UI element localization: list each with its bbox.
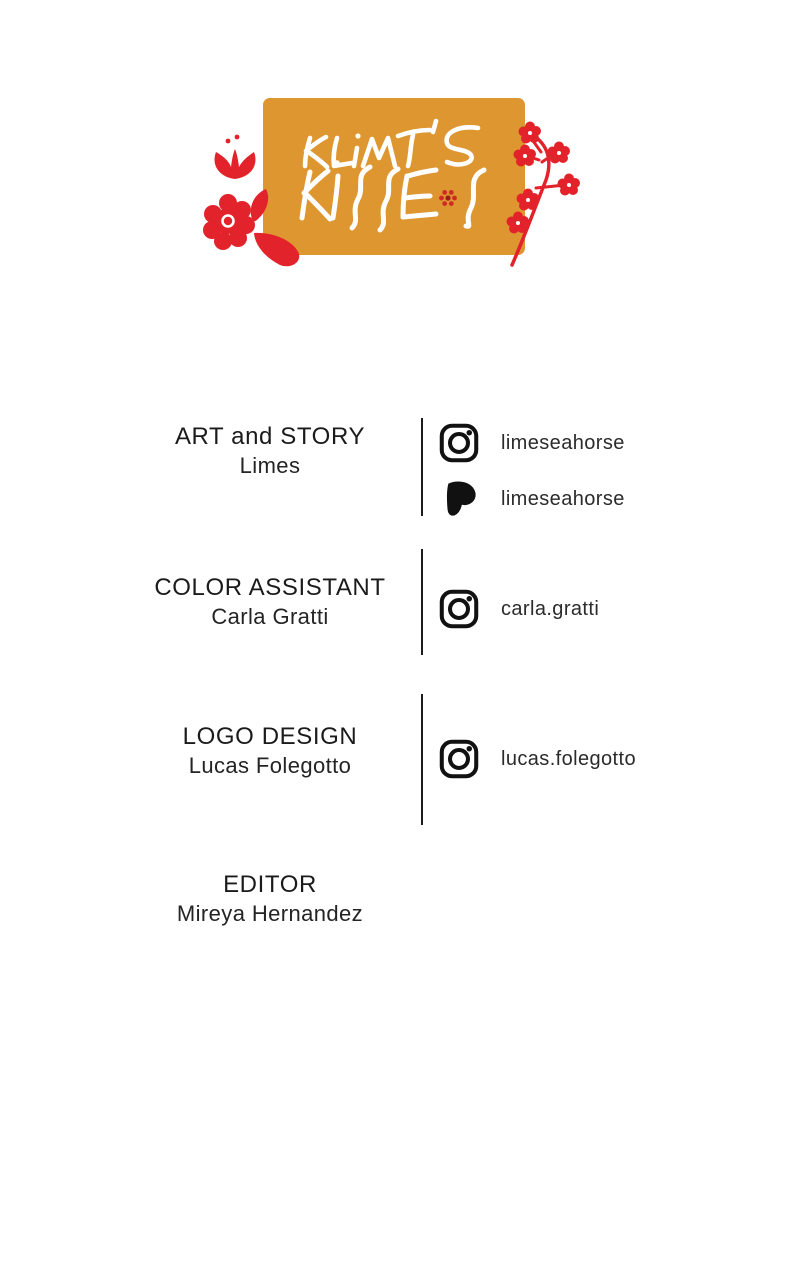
social-handle: limeseahorse: [501, 431, 625, 454]
credit-role: COLOR ASSISTANT: [154, 574, 386, 601]
credit-name: Limes: [239, 453, 301, 478]
social-handle: carla.gratti: [501, 597, 600, 620]
social-handle: lucas.folegotto: [501, 747, 636, 770]
credit-name: Lucas Folegotto: [188, 753, 352, 778]
logo-background-panel: [263, 98, 525, 255]
section-divider: [421, 549, 423, 655]
social-row-patreon: [437, 477, 625, 521]
credit-section-editor: [100, 871, 440, 927]
credit-role: LOGO DESIGN: [182, 723, 358, 750]
social-row-instagram: [437, 587, 599, 631]
section-divider: [421, 418, 423, 516]
branch-flower: [558, 174, 581, 196]
instagram-icon: [437, 587, 481, 631]
credit-section-color-assistant: [100, 574, 440, 630]
credit-section-art-and-story: [100, 423, 440, 479]
social-row-instagram: [437, 737, 636, 781]
social-handle: limeseahorse: [501, 487, 625, 510]
klimts-kisses-logo: [190, 88, 590, 278]
credit-role: ART and STORY: [174, 423, 366, 450]
branch-flower: [548, 142, 571, 164]
section-divider: [421, 694, 423, 825]
patreon-icon: [437, 477, 481, 521]
credit-section-logo-design: [100, 723, 440, 779]
logo: [190, 88, 590, 278]
credit-name: Carla Gratti: [211, 604, 329, 629]
instagram-icon: [437, 737, 481, 781]
social-row-instagram: [437, 421, 625, 465]
credit-name: Mireya Hernandez: [176, 901, 364, 926]
credit-role: EDITOR: [223, 871, 317, 898]
instagram-icon: [437, 421, 481, 465]
